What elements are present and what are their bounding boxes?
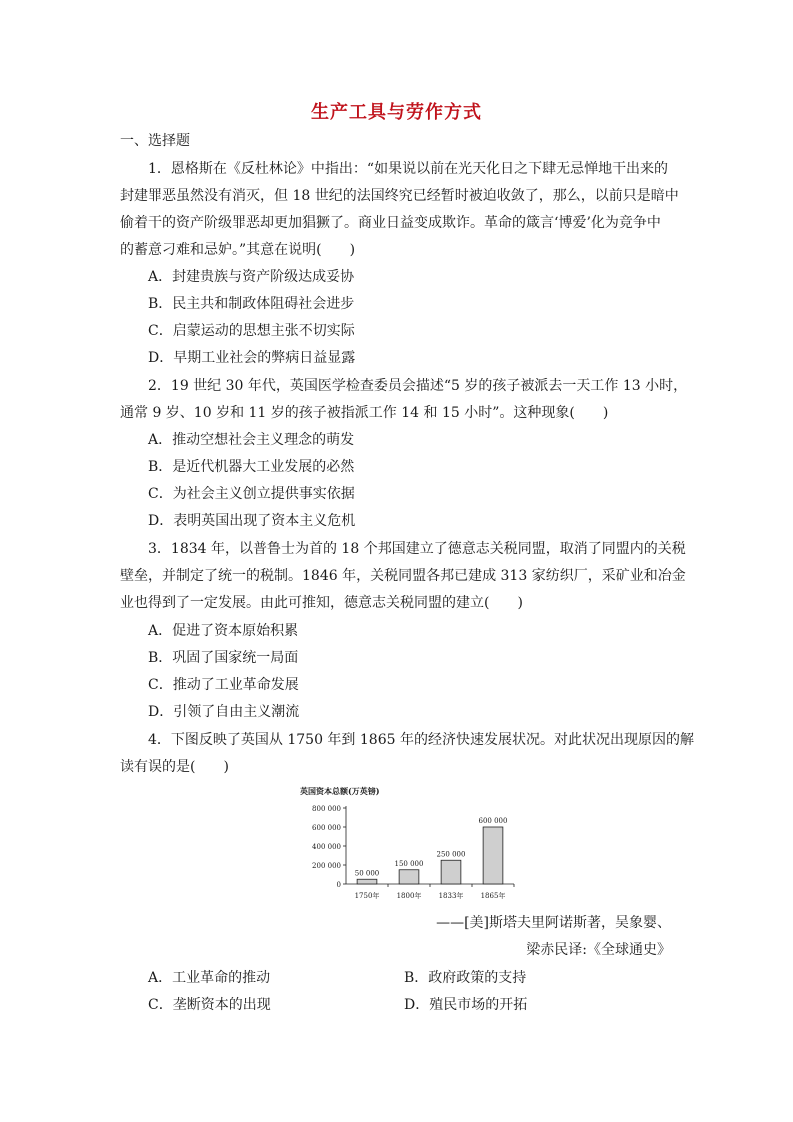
q1-option-c: C．启蒙运动的思想主张不切实际 (148, 323, 355, 339)
q1-option-a: A．封建贵族与资产阶级达成妥协 (148, 269, 355, 285)
q4-option-b: B．政府政策的支持 (404, 970, 527, 986)
q2-stem-line: 通常 9 岁、10 岁和 11 岁的孩子被指派工作 14 和 15 小时”。这种现象( ) (120, 405, 609, 421)
x-tick-label: 1800年 (396, 892, 422, 900)
bar (441, 860, 461, 884)
q1-stem-line: 偷着干的资产阶级罪恶却更加猖獗了。商业日益变成欺诈。革命的箴言‘博爱’化为竞争中 (120, 215, 661, 231)
q1-stem-line: 的蓄意刁难和忌妒。”其意在说明( ) (120, 242, 356, 258)
q2-option-c: C．为社会主义创立提供事实依据 (148, 486, 355, 502)
q1-stem-line: 1．恩格斯在《反杜林论》中指出：“如果说以前在光天化日之下肆无忌惮地干出来的 (148, 161, 669, 177)
x-tick-label: 1750年 (354, 892, 380, 900)
q3-stem-line: 3．1834 年，以普鲁士为首的 18 个邦国建立了德意志关税同盟，取消了同盟内的关税 (148, 541, 686, 557)
q1-option-b: B．民主共和制政体阻碍社会进步 (148, 296, 355, 312)
q4-stem-line: 读有误的是( ) (120, 759, 229, 775)
y-tick-label: 400 000 (312, 843, 341, 851)
q4-option-d: D．殖民市场的开拓 (404, 997, 528, 1013)
bar-value-label: 50 000 (354, 869, 380, 878)
y-tick-label: 600 000 (312, 824, 341, 832)
bar-value-label: 150 000 (394, 859, 424, 868)
q3-stem-line: 壁垒，并制定了统一的税制。1846 年，关税同盟各邦已建成 313 家纺织厂，采矿业和冶金 (120, 568, 686, 584)
q3-option-c: C．推动了工业革命发展 (148, 677, 299, 693)
source-citation-line: 梁赤民译:《全球通史》 (526, 942, 671, 958)
page-title: 生产工具与劳作方式 (311, 102, 482, 123)
chart-title: 英国资本总额(万英镑) (300, 786, 380, 796)
q2-option-d: D．表明英国出现了资本主义危机 (148, 513, 356, 529)
q4-option-c: C．垄断资本的出现 (148, 997, 271, 1013)
q2-option-b: B．是近代机器大工业发展的必然 (148, 459, 355, 475)
capital-bar-chart (296, 784, 526, 912)
bar-value-label: 250 000 (436, 850, 466, 859)
q1-stem-line: 封建罪恶虽然没有消灭，但 18 世纪的法国终究已经暂时被迫收敛了，那么，以前只是暗中 (120, 188, 679, 204)
q3-option-a: A．促进了资本原始积累 (148, 623, 299, 639)
q3-option-d: D．引领了自由主义潮流 (148, 704, 300, 720)
q4-stem-line: 4．下图反映了英国从 1750 年到 1865 年的经济快速发展状况。对此状况出现原因的解 (148, 732, 694, 748)
source-citation-line: ——[美]斯塔夫里阿诺斯著，吴象婴、 (436, 915, 671, 931)
q2-option-a: A．推动空想社会主义理念的萌发 (148, 432, 355, 448)
section-heading: 一、选择题 (120, 133, 190, 149)
bar-value-label: 600 000 (478, 817, 508, 825)
bar (483, 827, 503, 884)
q3-stem-line: 业也得到了一定发展。由此可推知，德意志关税同盟的建立( ) (120, 595, 523, 611)
x-tick-label: 1865年 (480, 892, 506, 900)
bar (357, 879, 377, 884)
x-tick-label: 1833年 (438, 892, 464, 900)
q1-option-d: D．早期工业社会的弊病日益显露 (148, 350, 356, 366)
q4-option-a: A．工业革命的推动 (148, 970, 271, 986)
q3-option-b: B．巩固了国家统一局面 (148, 650, 299, 666)
y-tick-label: 0 (336, 881, 341, 889)
y-tick-label: 200 000 (312, 862, 341, 870)
y-tick-label: 800 000 (312, 805, 341, 813)
bar (399, 870, 419, 884)
q2-stem-line: 2．19 世纪 30 年代，英国医学检查委员会描述“5 岁的孩子被派去一天工作 13 小时， (148, 378, 688, 394)
